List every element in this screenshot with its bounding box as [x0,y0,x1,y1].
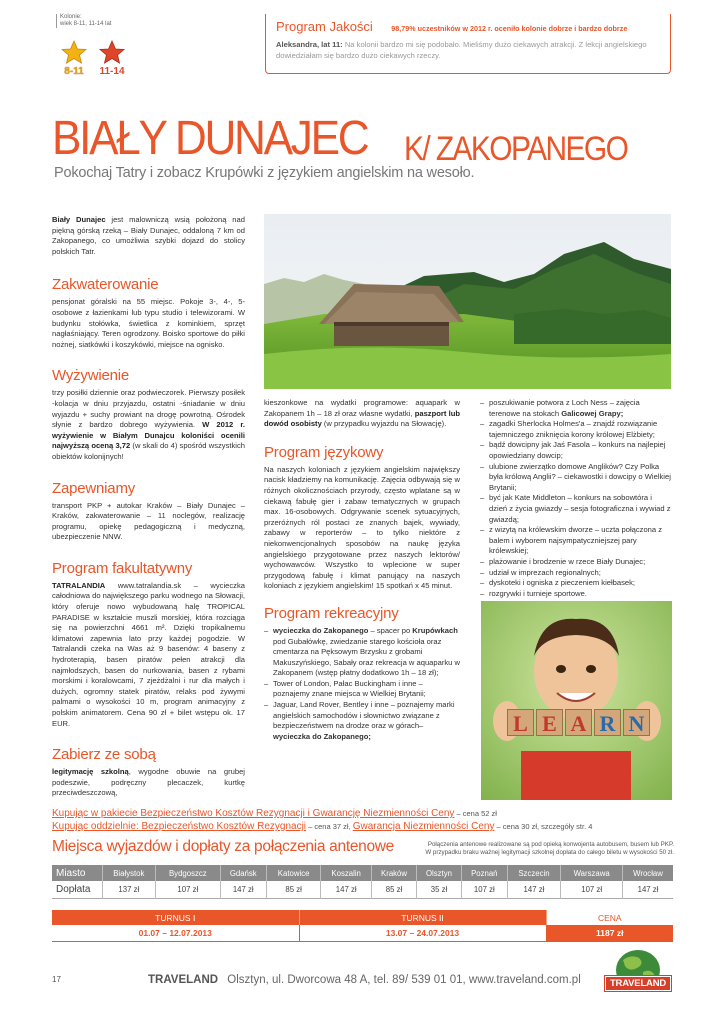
section-title-wyzywienie: Wyżywienie [52,367,130,385]
turnus-dates: 01.07 – 12.07.2013 [52,925,299,941]
turnus-header: TURNUS II [299,910,546,925]
quality-title: Program Jakości [276,19,373,34]
zapewniamy-text: transport PKP + autokar Kraków – Biały Dunajec – Kraków, zakwaterowanie – 11 noclegów, realizację programu, opiekę pedagogiczną i medyczną, ubezpieczenie NNW. [52,500,245,542]
list-item: – rozgrywki i turnieje sportowe. [480,589,672,600]
zakwaterowanie-text: pensjonat góralski na 55 miejsc. Pokoje 3-, 4-, 5-osobowe z łazienkami lub typu studio i telewizorami. W budynku stołówka, świetlica z kominkiem, sprzęt nagłaśniający. Teren ogrodzony. Boisko sportowe do piłki nożnej, siatkówki i koszykówki, miejsce na ognisko. [52,297,245,349]
footer-brand: TRAVELAND [148,974,219,986]
footer-address: TRAVELAND Olsztyn, ul. Dworcowa 48 A, tel. 89/ 539 01 01, www.traveland.com.pl [148,974,581,986]
price-cell: 147 zł [507,881,561,898]
price-cell: 85 zł [372,881,417,898]
quality-author: Aleksandra, lat 11: [276,40,343,49]
price-cell: 107 zł [156,881,220,898]
turnus-header: TURNUS I [52,910,299,925]
departures-table [52,865,673,899]
table-row [52,865,673,881]
city-cell: Gdańsk [220,865,266,881]
age-badge-8-11 [58,40,90,77]
section-title-fakultatywny: Program fakultatywny [52,559,193,577]
page-title-main: BIAŁY DUNAJEC [52,112,368,165]
page-subtitle: Pokochaj Tatry i zobacz Krupówki z językiem angielskim na wesoło. [54,165,475,181]
price-cell: 107 zł [561,881,623,898]
quality-quote-text: Na kolonii bardzo mi się podobało. Mieliśmy dużo ciekawych atrakcji. Z lekcji angielskiego dowiedziałam się bardzo dużo ciekawych rzeczy. [276,40,647,60]
page-number: 17 [52,975,61,984]
city-cell: Olsztyn [417,865,462,881]
list-item: – z wizytą na królewskim dworze – uczta połączona z balem i wyborem najsympatyczniejszej pary królewskiej; [480,525,672,557]
price-cell: 147 zł [637,884,659,894]
city-cell: Koszalin [321,865,372,881]
city-cell: Poznań [461,865,507,881]
departures-title: Miejsca wyjazdów i dopłaty za połączenia antenowe [52,838,394,855]
departures-note: Połączenia antenowe realizowane są pod opieką konwojenta autobusem, busem lub PKP. W przypadku braku ważnej legitymacji szkolnej dopłata do całego biletu w wysokości 50 zł. [425,841,674,856]
section-title-jezykowy: Program językowy [264,443,384,461]
quality-box [265,14,671,74]
table-row [52,881,673,898]
turnus-dates: 13.07 – 24.07.2013 [299,925,546,941]
price-cell: 35 zł [417,881,462,898]
learn-photo [481,601,672,800]
age-badge-label: 11-14 [99,66,125,77]
city-cell: Warszawa [561,865,623,881]
list-item: – być jak Kate Middleton – konkurs na sobowtóra i dzień z życia gwiazdy – sesja fotograficzna i wywiad z gwiazdą; [480,493,672,525]
age-note-line1: Kolonie: [60,14,82,20]
quality-quote [276,39,660,61]
age-badge-label: 8-11 [64,66,84,77]
quality-stat: 98,79% uczestników w 2012 r. oceniło kolonie dobrze i bardzo dobrze [391,24,628,33]
price-cell: 107 zł [461,881,507,898]
city-cell: Bydgoszcz [156,865,220,881]
age-note-line2: wiek 8-11, 11-14 lat [60,21,112,27]
list-item: – wycieczka do Zakopanego – spacer po Krupówkach pod Gubałówkę, zwiedzanie starego kościoła oraz cmentarza na Pęksowym Brzysku z grobami Makuszyńskiego, Sabały oraz rekreacja w aquaparku w Zakopanem (wstęp płatny dodatkowo 1h – 18 zł); [264,626,460,679]
column-3 [480,398,672,599]
city-cell: Białystok [102,865,156,881]
column-2 [264,398,460,742]
price-cell: 147 zł [321,881,372,898]
letter-block: N [623,709,650,736]
letter-block: L [507,709,534,736]
column-1 [52,215,245,799]
letter-block: R [594,709,621,736]
row-label: Miasto [52,865,102,881]
logo-text: TRAVELAND [605,976,671,991]
age-badge-11-14 [94,40,130,77]
list-item: – dyskoteki i ogniska z pieczeniem kiełbasek; [480,578,672,589]
list-item: – zagadki Sherlocka Holmes'a – znajdź rozwiązanie tajemniczego zniknięcia korony królowej Elżbiety; [480,419,672,440]
mountain-photo [264,214,671,389]
insurance-info [52,807,672,833]
zabierz-text: legitymację szkolną, wygodne obuwie na grubej podeszwie, podręczny plecaczek, kurtkę przeciwdeszczową, [52,767,245,798]
price-cell: 137 zł [102,881,156,898]
table-row [52,925,673,941]
rekreacyjny-list [264,626,460,743]
wyzywienie-text: trzy posiłki dziennie oraz podwieczorek. Pierwszy posiłek -kolacja w dniu przyjazdu, ostatni -śniadanie w dniu wyjazdu + suchy prowiant na drogę powrotną. Ośrodek słynie z bardzo dobrego wyżywienia. W 2012 r. wyżywienie w Białym Dunajcu koloniści ocenili najwyższą oceną 3,72 (w skali do 4) spośród wszystkich obiektów kolonijnych! [52,388,245,461]
insurance-line1: Kupując w pakiecie Bezpieczeństwo Kosztów Rezygnacji i Gwarancję Niezmienności Ceny – cena 52 zł [52,808,497,819]
list-item: – ulubione zwierzątko domowe Anglików? Czy Polka była królową Anglii? – ciekawostki i dowcipy o Wielkiej Brytanii; [480,462,672,494]
section-title-zabierz: Zabierz ze sobą [52,746,156,764]
section-title-zakwaterowanie: Zakwaterowanie [52,276,159,294]
turnus-table [52,910,673,942]
col2-cont-text: kieszonkowe na wydatki programowe: aquapark w Zakopanem 1h – 18 zł oraz własne wydatki, paszport lub dowód osobisty (w przypadku wyjazdu na Słowację). [264,398,461,429]
fakultatywny-text: TATRALANDIA www.tatralandia.sk – wycieczka całodniowa do największego parku wodnego na Słowacji, który oferuje nowo wybudowaną halę TROPICAL PARADISE w kształcie muszli morskiej, która rozciąga się na powierzchni 4661 m². Dzięki tropikalnemu klimatowi zapewnia lato przy każdej pogodzie. W Tatralandii czeka na Was aż 9 basenów: 4 baseny z hydroterapią, basen piratów pełen atrakcji dla najmłodszych, basen do nurkowania, basen z rybami morskimi i koralowcami, 7 zjeżdżalni i rur dla małych i dużych, ogromny statek piratów, relaks pod żywymi palmami o wysokości 10 m, program animacyjny z polskim animatorem. Cena 90 zł + bilet wstępu ok. 17 EUR. [52,580,245,728]
list-item: – plażowanie i brodzenie w rzece Biały Dunajec; [480,557,672,568]
traveland-logo [605,946,671,1004]
turnus-price: 1187 zł [546,925,673,941]
letter-block: E [536,709,563,736]
intro-lead: Biały Dunajec [52,215,106,224]
page-title-suffix: K/ ZAKOPANEGO [404,130,628,168]
quality-header [276,18,660,36]
list-item: – Tower of London, Pałac Buckingham i inne – poznajemy znane miejsca w Wielkiej Brytanii; [264,679,460,700]
star-icon [61,40,87,64]
list-item: – udział w imprezach regionalnych; [480,568,672,579]
city-cell: Wrocław [633,868,663,878]
section-title-rekreacyjny: Program rekreacyjny [264,604,399,622]
insurance-line2: Kupując oddzielnie: Bezpieczeństwo Kosztów Rezygnacji – cena 37 zł, Gwarancja Niezmienności Ceny – cena 30 zł, szczegóły str. 4 [52,821,593,832]
list-item: – bądź dowcipny jak Jaś Fasola – konkurs na najlepiej opowiedziany dowcip; [480,440,672,461]
price-cell: 85 zł [266,881,320,898]
section-title-zapewniamy: Zapewniamy [52,479,136,497]
letter-block: A [565,709,592,736]
city-cell: Katowice [266,865,320,881]
intro-text: Biały Dunajec jest malowniczą wsią położoną nad piękną górską rzeką – Biały Dunajec, oddaloną 7 km od Zakopanego, co umożliwia szybki dojazd do stolicy polskich Tatr. [52,215,245,256]
row-label: Dopłata [52,881,102,898]
table-row [52,910,673,925]
program-list [480,398,672,599]
turnus-header: CENA [546,910,673,925]
list-item: – poszukiwanie potwora z Loch Ness – zajęcia terenowe na stokach Galicowej Grapy; [480,398,672,419]
city-cell: Szczecin [507,865,561,881]
age-note [56,14,141,28]
jezykowy-text: Na naszych koloniach z językiem angielskim największy nacisk kładziemy na komunikację. Zajęcia odbywają się w różnych okolicznościach przyrody, często wplatane są w ciekawą fabułę gier i zabaw tematycznych w grupach max. 16-osobowych. Odgrywanie scenek sytuacyjnych, przeróżnych ról postaci ze znanych bajek, wywiady, zabawy w reporterów – to tylko niektóre z niekonwencjonalnych sposobów na naukę języka angielskiego przygotowane przez naszych lektorów/ wychowawców. Wszystko to wplecione w super przygodową fabułę i klimat panujący na naszych koloniach z językiem angielskim! 15 spotkań x 45 minut. [264,464,460,591]
star-icon [99,40,125,64]
learn-blocks [507,709,650,736]
price-cell: 147 zł [220,881,266,898]
city-cell: Kraków [372,865,417,881]
list-item: – Jaguar, Land Rover, Bentley i inne – poznajemy marki angielskich samochodów i słownictwo związane z bezpieczeństwem na drodze oraz w górach– wycieczka do Zakopanego; [264,700,460,742]
